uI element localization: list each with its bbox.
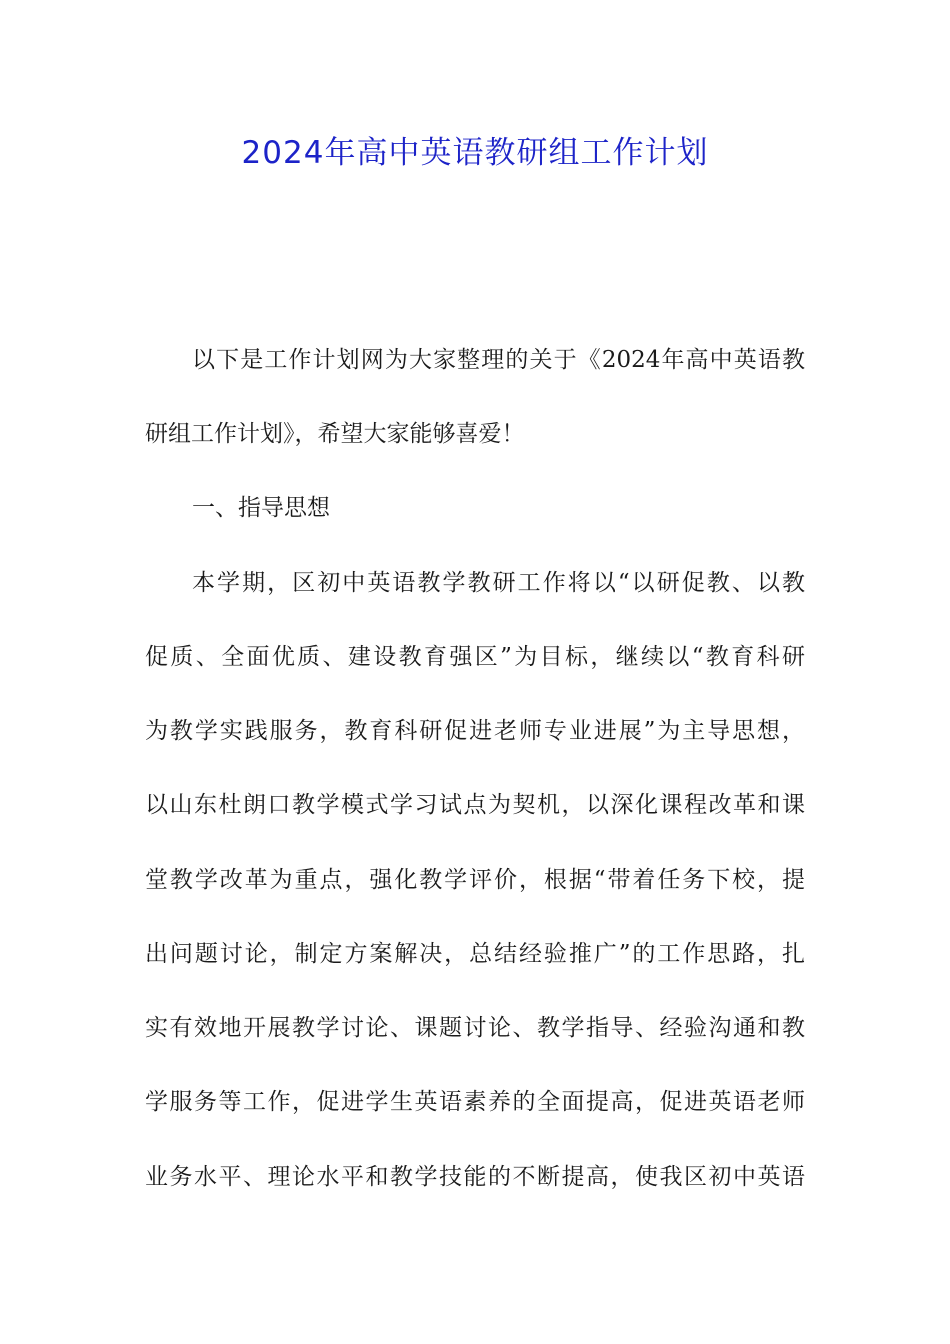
document-title: 2024年高中英语教研组工作计划 — [241, 135, 709, 171]
paragraph-line: 出问题讨论，制定方案解决，总结经验推广”的工作思路，扎 — [145, 941, 805, 967]
paragraph-line: 为教学实践服务，教育科研促进老师专业进展”为主导思想， — [145, 718, 805, 744]
paragraph-line: 业务水平、理论水平和教学技能的不断提高，使我区初中英语 — [145, 1164, 805, 1190]
paragraph-line: 本学期，区初中英语教学教研工作将以“以研促教、以教 — [192, 570, 805, 596]
paragraph-line: 实有效地开展教学讨论、课题讨论、教学指导、经验沟通和教 — [145, 1015, 805, 1041]
paragraph-line: 以下是工作计划网为大家整理的关于《2024年高中英语教 — [192, 347, 805, 373]
section-heading: 一、指导思想 — [192, 495, 330, 521]
paragraph-line: 以山东杜朗口教学模式学习试点为契机，以深化课程改革和课 — [145, 792, 805, 818]
paragraph-line: 堂教学改革为重点，强化教学评价，根据“带着任务下校，提 — [145, 867, 805, 893]
paragraph-line: 学服务等工作，促进学生英语素养的全面提高，促进英语老师 — [145, 1089, 805, 1115]
paragraph-line: 研组工作计划》，希望大家能够喜爱！ — [145, 421, 525, 447]
paragraph-line: 促质、全面优质、建设教育强区”为目标，继续以“教育科研 — [145, 644, 805, 670]
